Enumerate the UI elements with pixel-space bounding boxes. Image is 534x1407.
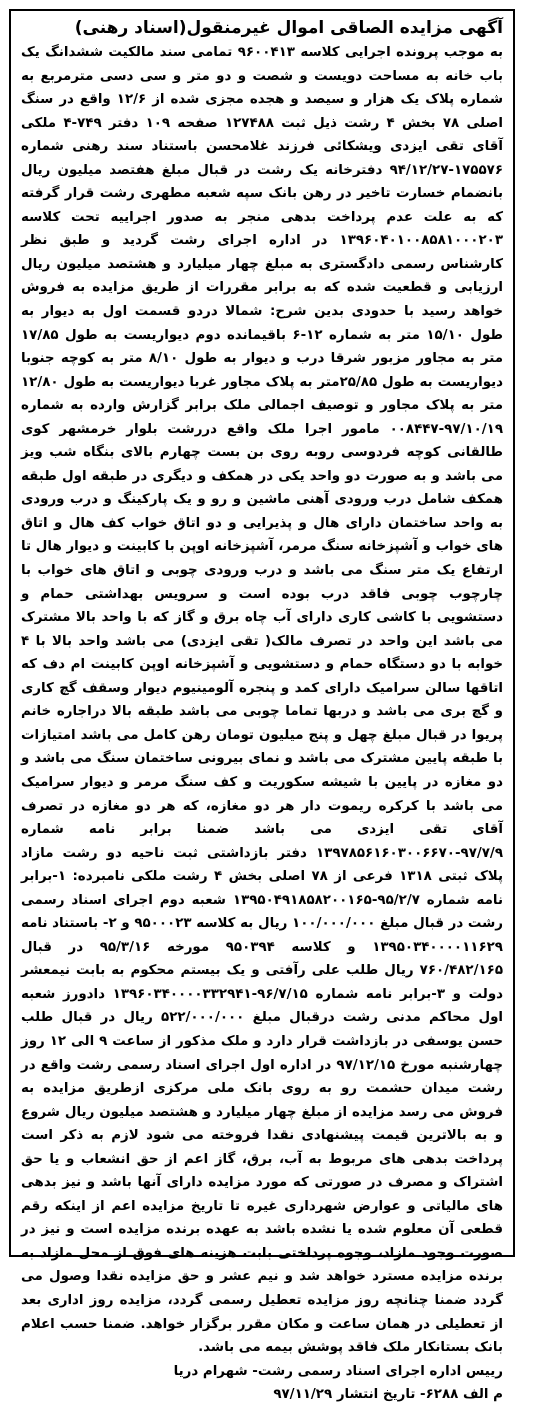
- notice-signature: رییس اداره اجرای اسناد رسمی رشت- شهرام دریا: [173, 1363, 503, 1379]
- auction-notice: [9, 9, 515, 1403]
- notice-title: آگهی مزایده الصاقی اموال غیرمنقول(اسناد رهنی): [74, 18, 503, 38]
- notice-body: به موجب پرونده اجرایی کلاسه ۹۶۰۰۴۱۳ تمامی سند مالکیت ششدانگ یک باب خانه به مساحت دویست و شصت و دو متر و سی دسی مترمربع به شماره پلاک یک هزار و سیصد و هجده مجزی شده از ۱۲/۶ واقع در سنگ اصلی ۷۸ بخش ۴ رشت ذیل ثبت ۱۲۷۴۸۸ صفحه ۱۰۹ دفتر ۷۴۹-۴ ملکی آقای تقی ایزدی ویشکائی فرزند غلامحسن باستناد سند رهنی شماره ۱۷۵۵۷۶-۹۴/۱۲/۲۷ دفترخانه یک رشت در قبال مبلغ هفتصد میلیون ریال بانضمام خسارت تاخیر در رهن بانک سپه شعبه مطهری رشت قرار گرفته که به علت عدم پرداخت بدهی منجر به صدور اجراییه تحت کلاسه ۱۳۹۶۰۴۰۱۰۰۸۵۸۱۰۰۰۲۰۳ در اداره اجرای رشت گردید و طبق نظر کارشناس رسمی دادگستری به مبلغ چهار میلیارد و هشتصد میلیون ریال ارزیابی و قطعیت شده که به برابر مقررات از طریق مزایده به فروش خواهد رسید با حدودی بدین شرح: شمالا دردو قسمت اول به دیوار به طول ۱۵/۱۰ متر به شماره ۱۲-۶ باقیمانده دوم دیواریست به طول ۱۷/۸۵ متر به مجاور مزبور شرقا درب و دیوار به طول ۸/۱۰ متر به کوچه جنوبا دیواریست به طول ۲۵/۸۵متر به پلاک مجاور غربا دیواریست به طول ۱۲/۸۰ متر به پلاک مجاور و توصیف اجمالی ملک برابر گزارش وارده به شماره ۹۷/۱۰/۱۹-۰۰۸۴۴۷ مامور اجرا ملک واقع دررشت بلوار خرمشهر کوی طالقانی کوچه فردوسی روبه روی بن بست چهارم بالای بنگاه شب ویز می باشد و به صورت دو واحد یکی در همکف و دیگری در طبقه اول طبقه همکف شامل درب ورودی آهنی ماشین و رو و یک پارکینگ و درب ورودی به واحد ساختمان دارای هال و پذیرایی و دو اتاق خواب کف هال و اتاق های خواب و آشپزخانه سنگ مرمر، آشپزخانه اوپن با کابینت و دیوار هال تا ارتفاع یک متر سنگ می باشد و درب ورودی چوبی و اتاق های خواب با چارچوب چوبی فاقد درب بوده است و سرویس بهداشتی حمام و دستشویی با کاشی کاری دارای آب چاه برق و گاز که با واحد بالا مشترک می باشد این واحد در تصرف مالک( تقی ایزدی) می باشد واحد بالا با ۴ خوابه با دو دستگاه حمام و دستشویی و آشپزخانه اوپن کابینت ام دف که اتاقها سالن سرامیک دارای کمد و پنجره آلومینیوم دیوار وسقف گچ کاری و گچ بری می باشد و دربها تماما چوبی می باشد طبقه بالا دراجاره خانم پریوا در قبال مبلغ چهل و پنج میلیون تومان رهن کامل می باشد امتیازات با طبقه پایین مشترک می باشد و نمای بیرونی ساختمان سنگ می باشد و دو مغازه در پایین با شیشه سکوریت و کف سنگ مرمر و دیوار سرامیک می باشد با کرکره ریموت دار هر دو مغازه، که هر دو مغازه در تصرف آقای تقی ایزدی می باشد ضمنا برابر نامه شماره ۹۷/۷/۹-۱۳۹۷۸۵۶۱۶۰۳۰۰۶۶۷۰ دفتر بازداشتی ثبت ناحیه دو رشت مازاد پلاک ثبتی ۱۳۱۸ فرعی از ۷۸ اصلی بخش ۴ رشت ملکی نامبرده: ۱-برابر نامه شماره ۹۵/۲/۷-۱۳۹۵۰۴۹۱۸۵۸۲۰۰۱۶۵ شعبه دوم اجرای اسناد رسمی رشت در قبال مبلغ ۱۰۰/۰۰۰/۰۰۰ ریال به کلاسه ۹۵۰۰۰۲۳ و ۲- باستناد نامه ۱۳۹۵۰۳۴۰۰۰۰۱۱۶۲۹ و کلاسه ۹۵۰۳۹۴ مورخه ۹۵/۳/۱۶ در قبال ۷۶۰/۴۸۲/۱۶۵ ریال طلب علی رآفتی و یک بیستم محکوم به بابت نیمعشر دولت و ۳-برابر نامه شماره ۹۶/۷/۱۵-۱۳۹۶۰۳۴۰۰۰۰۳۳۲۹۴۱ دادورز شعبه اول محاکم مدنی رشت درقبال مبلغ ۵۲۲/۰۰۰/۰۰۰ ریال در قبال طلب حسن یوسفی در بازداشت قرار دارد و ملک مذکور از ساعت ۹ الی ۱۲ روز چهارشنبه مورخ ۹۷/۱۲/۱۵ در اداره اول اجرای اسناد رسمی رشت واقع در رشت میدان حشمت رو به روی بانک ملی مرکزی ازطریق مزایده به فروش می رسد مزایده از مبلغ چهار میلیارد و هشتصد میلیون ریال شروع و به بالاترین قیمت پیشنهادی نقدا فروخته می شود لازم به ذکر است پرداخت بدهی های مربوط به آب، برق، گاز اعم از حق انشعاب و یا حق اشتراک و مصرف در صورتی که مورد مزایده دارای آنها باشد و نیز بدهی های مالیاتی و عوارض شهرداری غیره تا تاریخ مزایده اعم از اینکه رقم قطعی آن معلوم شده یا نشده باشد به عهده برنده مزایده است و نیز در صورت وجود مازاد، وجوه پرداختی بابت هزینه های فوق از محل مازاد به برنده مزایده مسترد خواهد شد و نیم عشر و حق مزایده نقدا وصول می گردد ضمنا چنانچه روز مزایده تعطیل رسمی گردد، مزایده روز اداری بعد از تعطیلی در همان ساعت و مکان مقرر برگزار خواهد. ضمنا حسب اعلام بانک بستانکار ملک فاقد پوشش بیمه می باشد.: [21, 45, 504, 1356]
- notice-footer: م الف ۶۲۸۸- تاریخ انتشار ۹۷/۱۱/۲۹: [273, 1387, 503, 1403]
